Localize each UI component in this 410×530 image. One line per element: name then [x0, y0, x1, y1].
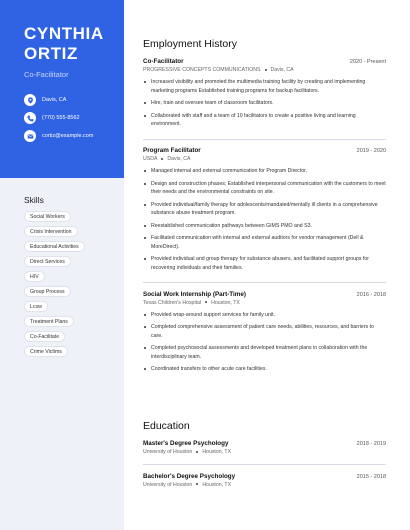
job-dates: 2019 - 2020: [356, 148, 386, 155]
school-name: University of Houston: [143, 449, 193, 455]
job-entry: [143, 147, 386, 272]
skill-chip: Treatment Plans: [24, 316, 74, 327]
job-entry: [143, 58, 386, 129]
job-title: Co-Facilitator: [143, 58, 184, 65]
skill-chip: Crime Victims: [24, 346, 68, 357]
divider: [143, 464, 386, 465]
education-heading: Education: [143, 420, 190, 432]
separator-dot: [196, 451, 198, 453]
school-line: [143, 482, 386, 488]
education-entry: [143, 440, 386, 455]
bullet-item: Coordinated transfers to other acute care facilities.: [143, 365, 386, 374]
role-title: Co-Facilitator: [24, 70, 69, 79]
employment-heading: Employment History: [143, 38, 237, 50]
job-employer: PROGRESSIVE CONCEPTS COMMUNICATIONS: [143, 67, 261, 73]
job-employer: Texas Children's Hospital: [143, 299, 202, 306]
degree-title: Master's Degree Psychology: [143, 440, 229, 447]
contact-list: [24, 93, 124, 143]
bullet-item: Provided wrap-around support services for family unit.: [143, 311, 386, 320]
name-last: ORTIZ: [24, 44, 78, 63]
bullet-item: Reestablished communication pathways between GIMS PMO and S3.: [143, 222, 386, 231]
email-icon: [24, 130, 36, 142]
bullet-item: Completed comprehensive assessment of patient care needs, abilities, resources, and barriers to care.: [143, 323, 386, 340]
education-dates: 2015 - 2018: [356, 473, 386, 480]
skill-chip: Crisis Intervention: [24, 226, 78, 237]
job-bullets: [143, 167, 386, 272]
job-title: Program Facilitator: [143, 147, 201, 155]
job-bullets: [143, 78, 386, 129]
bullet-item: Managed internal and external communication for Program Director.: [143, 167, 386, 176]
skills-section: [24, 195, 120, 361]
skill-chip: HIV: [24, 271, 45, 282]
contact-phone-text[interactable]: (770) 555-8562: [42, 115, 80, 121]
skill-chip: Co-Facilitate: [24, 331, 65, 342]
bullet-item: Collaborated with staff and a team of 10 facilitators to create a positive living and learning environment.: [143, 112, 386, 129]
job-location: Houston, TX: [211, 299, 240, 306]
skill-chip: Social Workers: [24, 211, 71, 222]
divider: [143, 139, 386, 140]
bullet-item: Increased visibility and promoted the multimedia training facility by creating and implementing marketing programs Established training programs for backup facilitators.: [143, 78, 386, 95]
separator-dot: [196, 483, 198, 485]
education-section: [143, 420, 386, 497]
separator-dot: [161, 158, 163, 160]
divider: [143, 282, 386, 283]
job-employer-line: [143, 67, 386, 73]
school-location: Houston, TX: [202, 449, 232, 455]
bullet-item: Completed psychosocial assessments and developed treatment plans in collaboration with the interdisciplinary team.: [143, 344, 386, 361]
job-entry: [143, 291, 386, 374]
name-first: CYNTHIA: [24, 24, 104, 43]
job-location: Davis, CA: [270, 67, 294, 73]
separator-dot: [265, 69, 267, 71]
contact-email-text[interactable]: cortiz@example.com: [42, 133, 94, 139]
education-entry: [143, 473, 386, 488]
job-employer-line: [143, 156, 386, 162]
job-dates: 2016 - 2018: [356, 291, 386, 298]
school-name: University of Houston: [143, 481, 193, 488]
skills-heading: Skills: [24, 195, 44, 205]
bullet-item: Hire, train and oversee team of classroom facilitators.: [143, 99, 386, 108]
job-employer: USDA: [143, 156, 158, 163]
school-location: Houston, TX: [202, 481, 232, 488]
skill-chip: Educational Activities: [24, 241, 85, 252]
school-line: [143, 449, 386, 455]
location-pin-icon: [24, 94, 36, 106]
education-dates: 2018 - 2019: [356, 441, 386, 447]
employment-section: [143, 38, 386, 384]
skill-chip: Direct Services: [24, 256, 71, 267]
job-title: Social Work Internship (Part-Time): [143, 290, 246, 298]
job-location: Davis, CA: [167, 156, 191, 163]
contact-phone: [24, 111, 124, 125]
contact-email: [24, 129, 124, 143]
job-employer-line: [143, 300, 386, 306]
phone-icon: [24, 112, 36, 124]
bullet-item: Provided individual/family therapy for adolescents/mandated/mentally ill clients in a comprehensive substance abuse treatment program.: [143, 201, 386, 218]
contact-location-text: Davis, CA: [42, 97, 67, 103]
contact-location: [24, 93, 124, 107]
skill-chip: Lcsw: [24, 301, 48, 312]
skill-list: [24, 211, 120, 361]
bullet-item: Design and construction phases; Established interpersonal communication with the customers to meet their needs and the environmental constraints on site.: [143, 180, 386, 197]
sidebar: [0, 0, 124, 530]
bullet-item: Facilitated communication with internal and external auditors for vendor management (Dell & MoreDirect).: [143, 234, 386, 251]
separator-dot: [205, 301, 207, 303]
skill-chip: Group Process: [24, 286, 71, 297]
job-dates: 2020 - Present: [349, 59, 386, 65]
degree-title: Bachelor's Degree Psychology: [143, 472, 236, 480]
header-block: [0, 0, 124, 178]
job-bullets: [143, 311, 386, 374]
bullet-item: Provided individual and group therapy for substance abusers, and facilitated support groups for recovering individuals and their families.: [143, 255, 386, 272]
